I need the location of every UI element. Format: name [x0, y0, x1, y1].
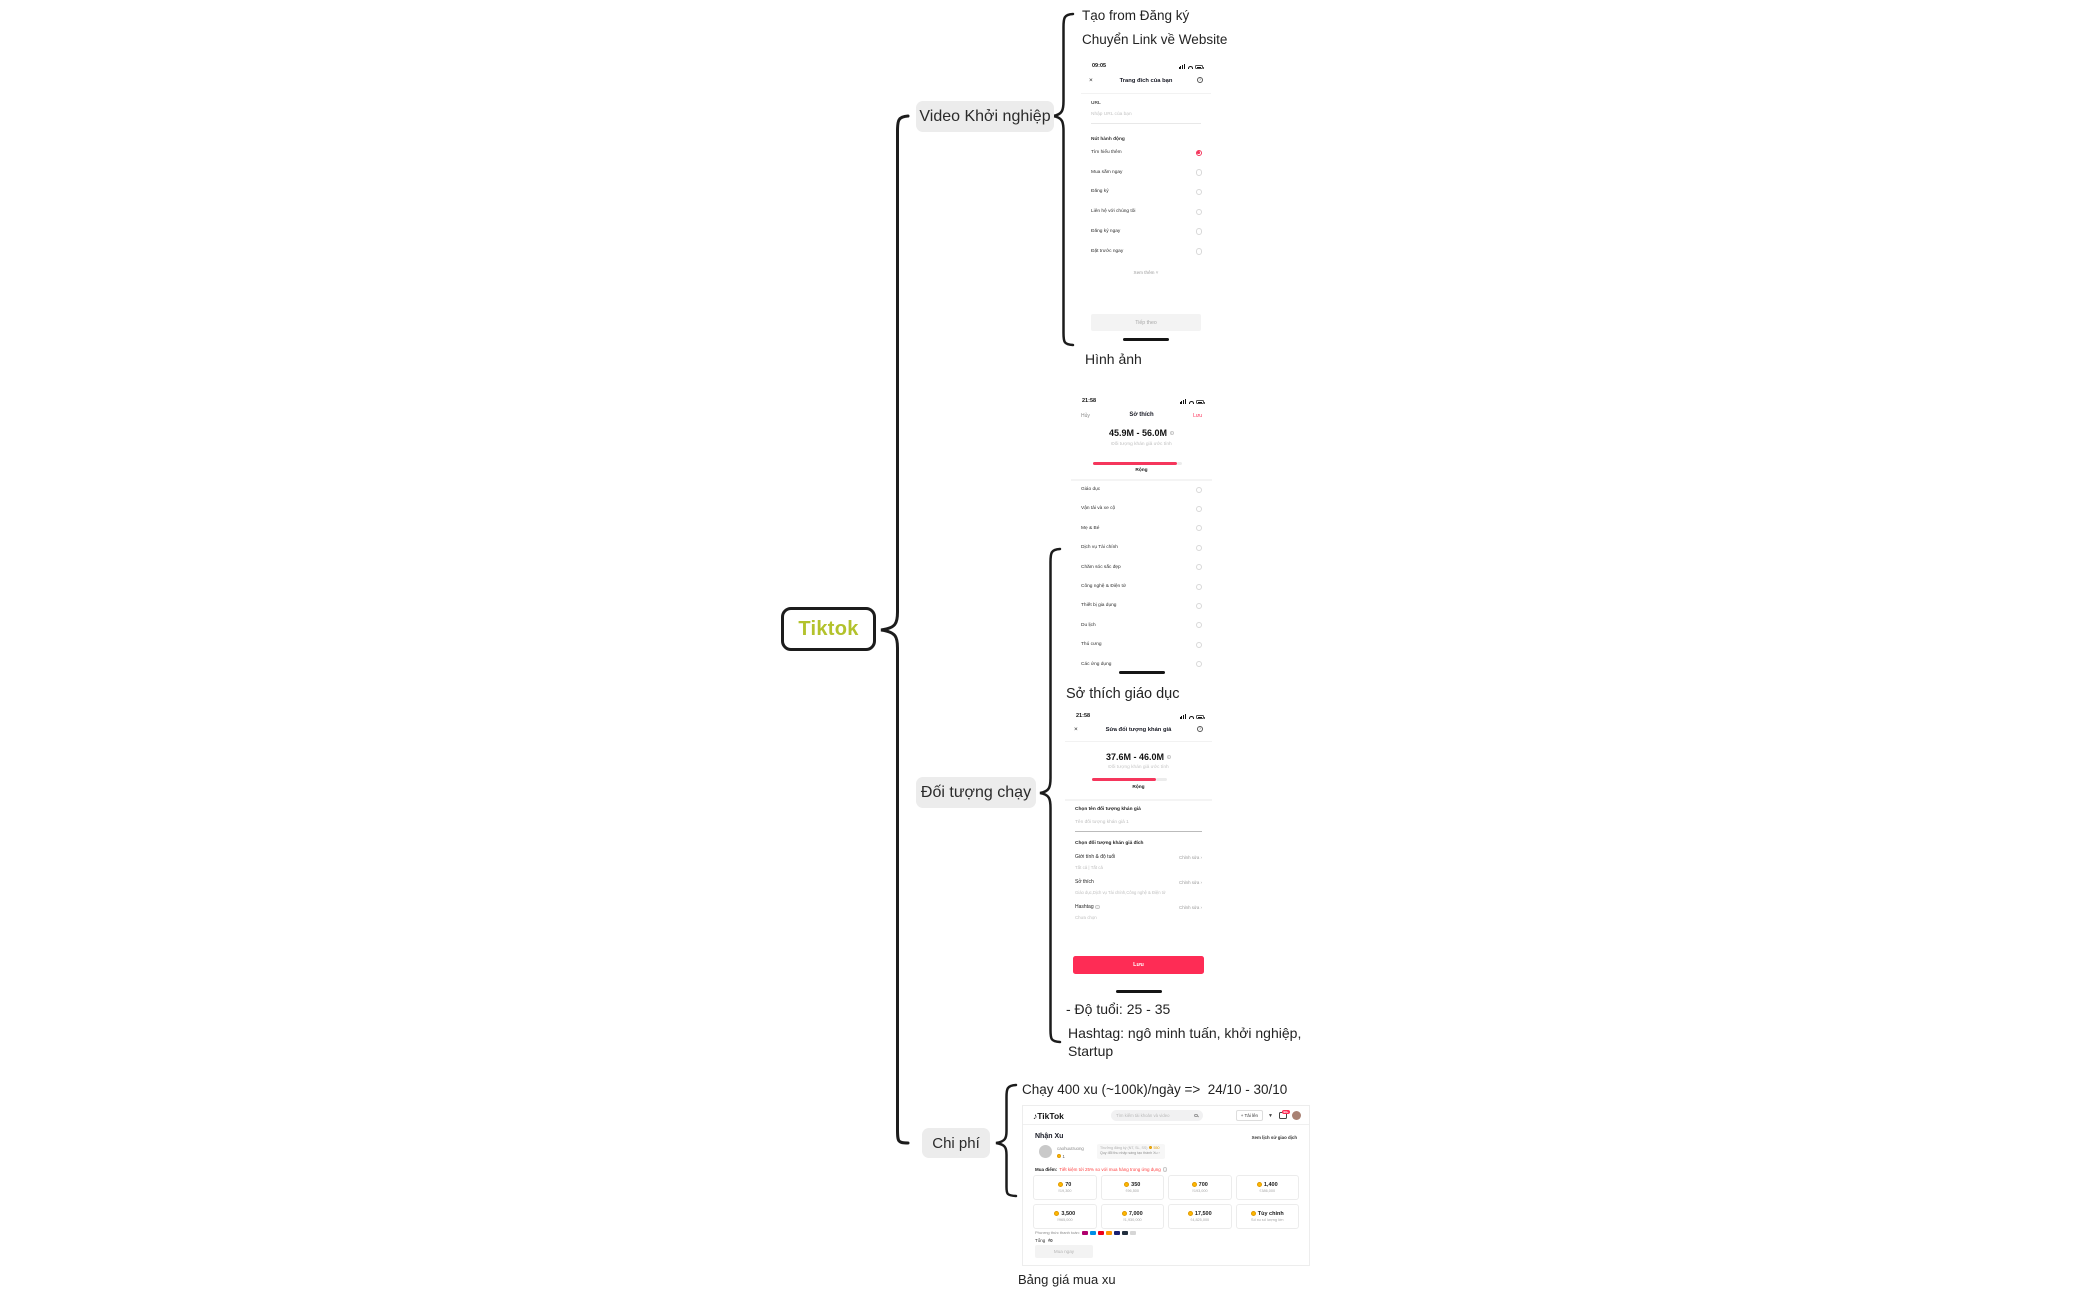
note-coin-pricing[interactable]: Bảng giá mua xu [1018, 1272, 1116, 1287]
wifi-icon [1189, 716, 1194, 719]
clock: 21:58 [1076, 713, 1091, 719]
info-icon: i [1171, 431, 1173, 435]
edit-link[interactable]: Chỉnh sửa › [1179, 854, 1202, 860]
note-cost-per-day[interactable]: Chạy 400 xu (~100k)/ngày => 24/10 - 30/10 [1022, 1082, 1288, 1097]
momo-icon [1082, 1231, 1088, 1235]
brace-cost-branch [996, 1085, 1016, 1196]
info-icon: i [1096, 905, 1098, 909]
card-icon [1122, 1231, 1128, 1235]
battery-icon [1196, 400, 1204, 404]
divider [1065, 799, 1212, 801]
branch-node-cost[interactable]: Chi phí [922, 1128, 990, 1158]
username: caohuutruong [1057, 1146, 1084, 1151]
mastercard-icon [1098, 1231, 1104, 1235]
battery-icon [1196, 715, 1204, 719]
coin-tile[interactable]: 70 ₫19,300 [1033, 1175, 1097, 1200]
name-section-label: Chọn tên đối tượng khán giả [1075, 807, 1141, 812]
brace-video-branch [1053, 14, 1073, 345]
coin-icon [1124, 1182, 1129, 1187]
note-create-form[interactable]: Tạo from Đăng ký [1082, 8, 1190, 23]
checkbox[interactable] [1196, 661, 1202, 667]
checkbox[interactable] [1196, 506, 1202, 512]
coin-icon [1149, 1146, 1152, 1149]
checkbox[interactable] [1196, 642, 1202, 648]
signal-icon [1179, 64, 1185, 69]
promo-line: Mua điểm: Tiết kiệm tới 25% so với mua hàng trong ứng dụng i [1035, 1167, 1166, 1172]
status-bar [1065, 713, 1212, 723]
coin-icon [1192, 1182, 1197, 1187]
checkbox[interactable] [1196, 584, 1202, 590]
estimate-caption: Đối tượng khán giả ước tính [1111, 442, 1172, 447]
clock: 21:58 [1082, 398, 1097, 404]
note-image[interactable]: Hình ảnh [1085, 351, 1142, 367]
branch-node-video[interactable]: Video Khởi nghiệp [916, 101, 1054, 132]
coin-icon [1057, 1154, 1061, 1158]
search-icon [1194, 1114, 1198, 1118]
page-title: Trang đích của bạn [1119, 78, 1173, 84]
coin-tile[interactable]: 7,000 ₫1,930,000 [1101, 1204, 1165, 1229]
user-avatar [1039, 1145, 1052, 1158]
interest-label[interactable]: Thú cưng [1081, 642, 1102, 648]
note-link-website[interactable]: Chuyển Link về Website [1082, 32, 1228, 47]
tiktok-logo[interactable]: ♪TikTok [1033, 1111, 1064, 1121]
screenshot-coins-page [1022, 1105, 1310, 1266]
gender-age-label: Giới tính & độ tuổi [1075, 854, 1116, 860]
coin-icon [1058, 1182, 1063, 1187]
coin-tile[interactable]: 350 ₫96,500 [1101, 1175, 1165, 1200]
url-input[interactable]: Nhập URL của bạn [1091, 112, 1132, 117]
see-more-link[interactable]: Xem thêm ˅ [1133, 270, 1159, 275]
close-icon[interactable]: × [1074, 726, 1078, 733]
status-bar [1071, 398, 1212, 408]
cta-option-label[interactable]: Mua sắm ngay [1091, 169, 1123, 175]
page-title: Sở thích [1129, 412, 1154, 418]
filter-icon[interactable]: ▼ [1268, 1113, 1273, 1119]
interest-label[interactable]: Du lịch [1081, 622, 1096, 628]
coin-icon [1122, 1211, 1127, 1216]
inbox-badge: 99+ [1283, 1109, 1289, 1114]
signal-icon [1180, 714, 1186, 719]
home-indicator [1116, 990, 1162, 994]
estimate-caption: Đối tượng khán giả ước tính [1108, 765, 1169, 770]
gender-age-value: Tất cả | Tất cả [1075, 865, 1103, 870]
home-indicator [1119, 671, 1165, 675]
help-icon[interactable]: ? [1199, 78, 1201, 82]
edit-link[interactable]: Chỉnh sửa › [1179, 904, 1202, 910]
top-nav [1023, 1106, 1309, 1125]
total-line: Tổng ₫0 [1035, 1238, 1053, 1243]
cta-option-label[interactable]: Đăng ký ngay [1091, 228, 1121, 234]
brace-root [881, 116, 908, 1143]
interest-label[interactable]: Vận tải và xe cộ [1081, 506, 1116, 512]
interest-label[interactable]: Các ứng dụng [1081, 661, 1112, 667]
coin-tile[interactable]: 700 ₫193,000 [1168, 1175, 1232, 1200]
coin-tile[interactable]: 3,500 ₫965,000 [1033, 1204, 1097, 1229]
radio[interactable] [1196, 169, 1203, 176]
note-hashtags[interactable]: Hashtag: ngô minh tuấn, khởi nghiệp, Startup [1068, 1025, 1302, 1059]
visa-icon [1114, 1231, 1120, 1235]
branch-node-audience[interactable]: Đối tượng chạy [916, 777, 1036, 808]
coin-tile-grid [1033, 1175, 1299, 1229]
audience-name-input[interactable]: Tên đối tượng khán giả 1 [1075, 820, 1129, 825]
target-section-label: Chọn đối tượng khán giả đích [1075, 841, 1144, 846]
input-underline [1075, 831, 1202, 832]
status-bar [1081, 63, 1211, 73]
radio-selected[interactable] [1196, 150, 1203, 157]
coin-tile[interactable]: 17,500 ₫4,825,000 [1168, 1204, 1232, 1229]
next-button[interactable]: Tiếp theo [1091, 314, 1201, 331]
page-heading: Nhận Xu [1035, 1133, 1064, 1140]
save-link[interactable]: Lưu [1193, 413, 1202, 419]
wifi-icon [1189, 401, 1194, 404]
note-interest-education[interactable]: Sở thích giáo dục [1066, 686, 1180, 702]
cta-section-label: Nút hành động [1091, 137, 1125, 142]
screenshot-edit-audience [1065, 710, 1212, 999]
radio[interactable] [1196, 248, 1203, 255]
radio[interactable] [1196, 228, 1203, 235]
coin-icon [1257, 1182, 1262, 1187]
range-label: Rộng [1132, 785, 1145, 790]
avatar[interactable] [1292, 1111, 1301, 1120]
card-icon [1106, 1231, 1112, 1235]
close-icon[interactable]: × [1089, 77, 1093, 84]
upload-button[interactable]: + Tải lên [1236, 1110, 1263, 1121]
info-icon: i [1168, 755, 1170, 759]
inbox-icon[interactable] [1279, 1109, 1289, 1119]
screenshot-landing-page [1081, 60, 1211, 347]
audience-estimate: 37.6M - 46.0M i [1105, 752, 1170, 762]
reward-box[interactable]: Thưởng đăng ký (NT, SL, SS) 550 Quy đổi thu nhập sáng tạo thành Xu › [1097, 1144, 1165, 1159]
hashtag-row-label: Hashtag i [1075, 904, 1098, 910]
chevron-down-icon: ˅ [1155, 270, 1159, 275]
checkbox[interactable] [1196, 564, 1202, 570]
audience-range-bar-rest [1156, 778, 1167, 781]
hashtag-row-value: Chưa chọn [1075, 915, 1097, 920]
history-link[interactable]: Xem lịch sử giao dịch [1251, 1135, 1297, 1140]
cta-option-label[interactable]: Đăng ký [1091, 189, 1109, 195]
buy-now-button[interactable]: Mua ngay [1035, 1245, 1093, 1258]
audience-range-bar-rest [1177, 462, 1182, 465]
coin-tile[interactable]: 1,400 ₫386,000 [1236, 1175, 1300, 1200]
interest-row-value: Giáo dục,Dịch vụ Tài chính,Công nghệ & Điện tử [1075, 890, 1166, 895]
interest-label[interactable]: Thiết bị gia dụng [1081, 603, 1117, 609]
checkbox[interactable] [1196, 545, 1202, 551]
payment-methods: Phương thức thanh toán: [1035, 1230, 1136, 1235]
cta-option-label[interactable]: Tìm hiểu thêm [1091, 150, 1122, 155]
divider [1081, 93, 1211, 94]
home-indicator [1123, 338, 1169, 342]
help-icon[interactable]: ? [1199, 727, 1201, 731]
signal-icon [1180, 399, 1186, 404]
cta-option-label[interactable]: Đặt trước ngay [1091, 248, 1124, 254]
range-label: Rộng [1135, 468, 1148, 473]
audience-range-bar [1093, 462, 1177, 465]
cancel-button[interactable]: Hủy [1081, 413, 1090, 419]
edit-link[interactable]: Chỉnh sửa › [1179, 879, 1202, 885]
audience-range-bar [1092, 778, 1156, 781]
coin-icon [1054, 1211, 1059, 1216]
search-input[interactable]: Tìm kiếm tài khoản và video [1111, 1110, 1203, 1121]
music-note-icon: ♪ [1033, 1111, 1038, 1121]
interest-label[interactable]: Công nghệ & Điện tử [1081, 584, 1127, 589]
note-age-range[interactable]: - Độ tuổi: 25 - 35 [1066, 1001, 1171, 1017]
checkbox[interactable] [1196, 525, 1202, 531]
checkbox[interactable] [1196, 622, 1202, 628]
radio[interactable] [1196, 209, 1203, 216]
zalopay-icon [1090, 1231, 1096, 1235]
radio[interactable] [1196, 189, 1203, 196]
interest-label[interactable]: Giáo dục [1081, 487, 1101, 492]
checkbox[interactable] [1196, 603, 1202, 609]
interest-label[interactable]: Chăm sóc sắc đẹp [1081, 564, 1121, 570]
battery-icon [1195, 65, 1203, 69]
interest-label[interactable]: Dịch vụ Tài chính [1081, 545, 1118, 551]
page-title: Sửa đối tượng khán giả [1105, 727, 1172, 733]
root-node-tiktok[interactable]: Tiktok [781, 607, 876, 651]
wifi-icon [1188, 66, 1193, 69]
clock: 09:05 [1092, 63, 1107, 69]
checkbox[interactable] [1196, 487, 1202, 493]
divider [1065, 741, 1212, 742]
coin-balance: 1 [1057, 1154, 1065, 1159]
audience-estimate: 45.9M - 56.0M i [1108, 428, 1173, 438]
screenshot-interests [1071, 395, 1212, 677]
interest-label[interactable]: Mẹ & Bé [1081, 525, 1100, 531]
coin-tile-custom[interactable]: Tùy chỉnh Số xu số lượng lớn [1236, 1204, 1300, 1229]
input-underline [1091, 123, 1201, 124]
coin-icon [1251, 1211, 1256, 1216]
card-icon [1130, 1231, 1136, 1235]
save-button[interactable]: Lưu [1073, 956, 1204, 974]
info-icon: i [1164, 1167, 1166, 1172]
cta-option-label[interactable]: Liên hệ với chúng tôi [1091, 209, 1136, 215]
url-label: URL [1091, 101, 1101, 106]
interest-row-label: Sở thích [1075, 879, 1094, 885]
divider [1071, 479, 1212, 481]
brace-audience-branch [1040, 549, 1060, 1042]
coin-icon [1188, 1211, 1193, 1216]
